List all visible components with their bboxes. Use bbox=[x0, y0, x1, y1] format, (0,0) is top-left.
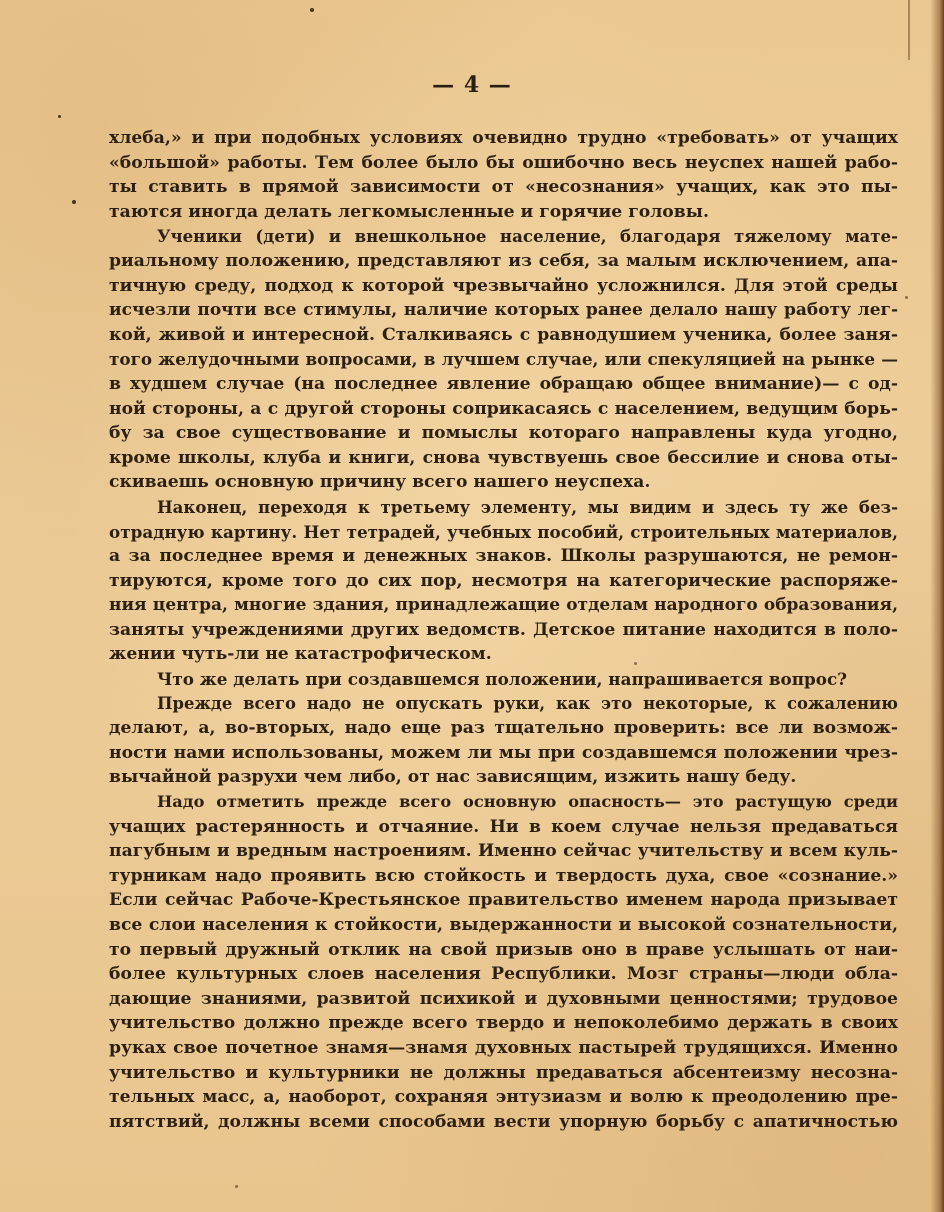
text-line: вычайной разрухи чем либо, от нас зависящим, изжить нашу беду. bbox=[109, 767, 797, 788]
text-line: все слои населения к стойкости, выдержанности и высокой сознательности, bbox=[109, 915, 898, 935]
paper-crease bbox=[908, 0, 910, 60]
paragraph bbox=[109, 692, 898, 790]
text-line: исчезли почти все стимулы, наличие которых ранее делало нашу работу лег- bbox=[109, 300, 898, 321]
ink-speck bbox=[235, 1185, 238, 1188]
text-line: делают, а, во-вторых, надо еще раз тщательно проверить: все ли возмож- bbox=[109, 718, 898, 739]
text-line: пятствий, должны всеми способами вести упорную борьбу с апатичностью bbox=[109, 1111, 898, 1132]
text-line: учащих растерянность и отчаяние. Ни в коем случае нельзя предаваться bbox=[109, 816, 898, 837]
text-line: пагубным и вредным настроениям. Именно сейчас учительству и всем куль- bbox=[109, 841, 898, 862]
text-line: ной стороны, а с другой стороны соприкасаясь с населением, ведущим борь- bbox=[109, 398, 898, 419]
text-line: жении чуть-ли не катастрофическом. bbox=[109, 644, 492, 665]
text-line: кроме школы, клуба и книги, снова чувствуешь свое бессилие и снова оты- bbox=[109, 447, 898, 468]
paragraph bbox=[109, 667, 898, 692]
page-number: — 4 — bbox=[432, 72, 512, 98]
text-line: а за последнее время и денежных знаков. Школы разрушаются, не ремон- bbox=[109, 546, 898, 567]
text-line: учительство и культурники не должны предаваться абсентеизму несозна- bbox=[109, 1062, 898, 1083]
paragraph bbox=[109, 790, 898, 1134]
text-line: заняты учреждениями других ведомств. Детское питание находится в поло- bbox=[109, 619, 898, 640]
text-line: таются иногда делать легкомысленные и горячие головы. bbox=[109, 201, 709, 222]
text-line: кой, живой и интересной. Сталкиваясь с равнодушием ученика, более заня- bbox=[109, 324, 898, 345]
text-line: учительство должно прежде всего твердо и непоколебимо держать в своих bbox=[109, 1013, 898, 1034]
ink-speck bbox=[58, 115, 61, 118]
text-line: более культурных слоев населения Республики. Мозг страны—люди обла- bbox=[109, 964, 898, 985]
body-text bbox=[109, 126, 898, 1134]
text-line: ния центра, многие здания, принадлежащие отделам народного образования, bbox=[109, 595, 898, 616]
paragraph bbox=[109, 495, 898, 667]
text-line: «большой» работы. Тем более было бы ошибочно весь неуспех нашей рабо- bbox=[109, 152, 898, 173]
text-line: руках свое почетное знамя—знамя духовных пастырей трудящихся. Именно bbox=[109, 1037, 898, 1058]
page-edge-shadow bbox=[930, 0, 944, 1212]
text-line: то первый дружный отклик на свой призыв оно в праве услышать от наи- bbox=[109, 939, 898, 960]
text-line: Ученики (дети) и внешкольное население, благодаря тяжелому мате- bbox=[157, 226, 898, 247]
text-line: тичную среду, подход к которой чрезвычайно усложнился. Для этой среды bbox=[109, 275, 898, 296]
text-line: ности нами использованы, можем ли мы при создавшемся положении чрез- bbox=[109, 742, 898, 763]
text-line: ты ставить в прямой зависимости от «несознания» учащих, как это пы- bbox=[109, 177, 898, 198]
ink-speck bbox=[905, 296, 908, 299]
text-line: дающие знаниями, развитой психикой и духовными ценностями; трудовое bbox=[109, 988, 898, 1009]
text-line: того желудочными вопросами, в лучшем случае, или спекуляцией на рынке — bbox=[109, 349, 898, 370]
text-line: Если сейчас Рабоче-Крестьянское правительство именем народа призывает bbox=[109, 890, 898, 911]
text-line: Прежде всего надо не опускать руки, как это некоторые, к сожалению bbox=[157, 693, 898, 713]
paragraph bbox=[109, 126, 898, 224]
text-line: тируются, кроме того до сих пор, несмотря на категорические распоряже- bbox=[109, 570, 898, 591]
text-line: Надо отметить прежде всего основную опасность— это растущую среди bbox=[157, 792, 898, 812]
text-line: Наконец, переходя к третьему элементу, мы видим и здесь ту же без- bbox=[157, 496, 898, 517]
paragraph bbox=[109, 224, 898, 495]
text-line: турникам надо проявить всю стойкость и твердость духа, свое «сознание.» bbox=[109, 865, 898, 886]
text-line: Что же делать при создавшемся положении, напрашивается вопрос? bbox=[157, 669, 847, 690]
text-line: в худшем случае (на последнее явление обращаю общее внимание)— с од- bbox=[109, 373, 898, 394]
text-line: скиваешь основную причину всего нашего неуспеха. bbox=[109, 472, 651, 493]
text-line: отрадную картину. Нет тетрадей, учебных пособий, строительных материалов, bbox=[109, 521, 898, 542]
text-line: тельных масс, а, наоборот, сохраняя энтузиазм и волю к преодолению пре- bbox=[109, 1087, 898, 1108]
text-line: риальному положению, представляют из себя, за малым исключением, апа- bbox=[109, 250, 898, 271]
ink-speck bbox=[310, 8, 314, 12]
text-line: бу за свое существование и помыслы котораго направлены куда угодно, bbox=[109, 423, 898, 444]
text-line: хлеба,» и при подобных условиях очевидно трудно «требовать» от учащих bbox=[109, 128, 898, 148]
ink-speck bbox=[72, 200, 76, 204]
